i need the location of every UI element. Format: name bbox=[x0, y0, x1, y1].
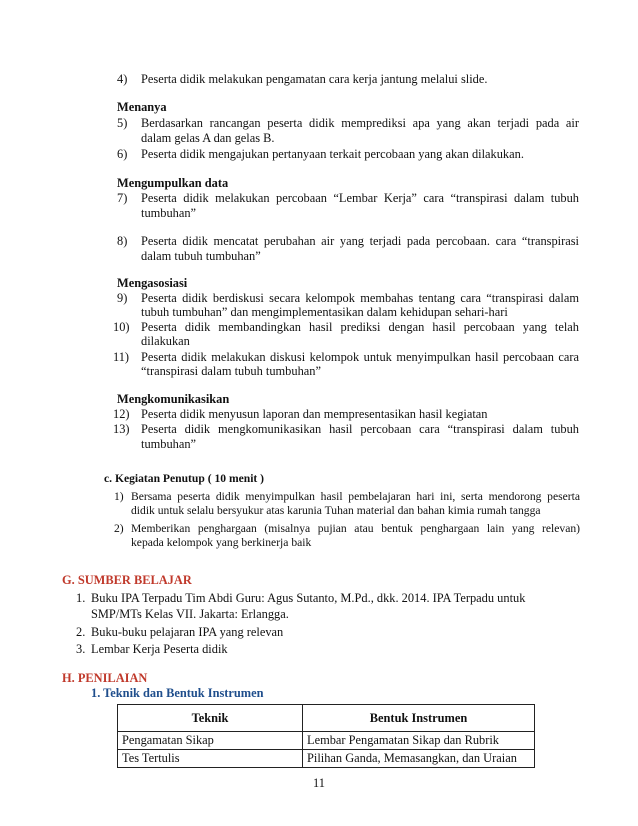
section-heading-penutup: c. Kegiatan Penutup ( 10 menit ) bbox=[104, 472, 265, 485]
column-header: Teknik bbox=[118, 705, 303, 732]
list-number: 2. bbox=[76, 625, 86, 639]
list-item: Buku IPA Terpadu Tim Abdi Guru: Agus Sutanto, M.Pd., dkk. 2014. IPA Terpadu untuk bbox=[91, 591, 526, 605]
section-heading-mengasosiasi: Mengasosiasi bbox=[117, 276, 188, 290]
instrument-table bbox=[117, 704, 535, 768]
list-item: Buku-buku pelajaran IPA yang relevan bbox=[91, 625, 284, 639]
table-cell: Tes Tertulis bbox=[118, 750, 303, 768]
item-number: 5) bbox=[117, 116, 128, 130]
list-number: 1. bbox=[76, 591, 86, 605]
item-number: 8) bbox=[117, 234, 128, 248]
item-number: 11) bbox=[113, 350, 130, 364]
section-heading-menanya: Menanya bbox=[117, 100, 167, 114]
item-text: Peserta didik melakukan percobaan “Lembar Kerja” cara “transpirasi dalam tubuh bbox=[141, 191, 579, 205]
table-header-row bbox=[118, 705, 535, 732]
item-text: Peserta didik mengkomunikasikan hasil percobaan cara “transpirasi dalam tubuh bbox=[141, 422, 579, 436]
subsection-heading: 1. Teknik dan Bentuk Instrumen bbox=[91, 686, 264, 700]
item-text: Berdasarkan rancangan peserta didik memprediksi apa yang akan terjadi pada air bbox=[141, 116, 579, 130]
list-item: Lembar Kerja Peserta didik bbox=[91, 642, 228, 656]
item-text: Peserta didik melakukan pengamatan cara kerja jantung melalui slide. bbox=[141, 72, 488, 86]
item-text: kepada kelompok yang berkinerja baik bbox=[131, 536, 312, 549]
section-heading-sumber-belajar: G. SUMBER BELAJAR bbox=[62, 573, 192, 587]
column-header: Bentuk Instrumen bbox=[303, 705, 535, 732]
table-cell: Pilihan Ganda, Memasangkan, dan Uraian bbox=[303, 750, 535, 768]
list-number: 3. bbox=[76, 642, 86, 656]
item-text: Memberikan penghargaan (misalnya pujian atau bentuk penghargaan lain yang relevan) bbox=[131, 522, 580, 535]
item-text: tumbuhan” bbox=[141, 206, 197, 220]
table-row bbox=[118, 750, 535, 768]
item-text: “transpirasi dalam tubuh tumbuhan” bbox=[141, 364, 321, 378]
item-text: tumbuhan” bbox=[141, 437, 197, 451]
list-item: SMP/MTs Kelas VII. Jakarta: Erlangga. bbox=[91, 607, 289, 621]
item-text: dalam gelas A dan gelas B. bbox=[141, 131, 275, 145]
section-heading-mengkomunikasikan: Mengkomunikasikan bbox=[117, 392, 230, 406]
table-cell: Lembar Pengamatan Sikap dan Rubrik bbox=[303, 732, 535, 750]
item-number: 7) bbox=[117, 191, 128, 205]
item-text: Peserta didik melakukan diskusi kelompok untuk menyimpulkan hasil percobaan cara bbox=[141, 350, 579, 364]
page-number: 11 bbox=[313, 776, 325, 790]
table-row bbox=[118, 732, 535, 750]
item-text: Bersama peserta didik menyimpulkan hasil pembelajaran hari ini, serta mendorong peserta bbox=[131, 490, 580, 503]
item-number: 4) bbox=[117, 72, 128, 86]
section-heading-penilaian: H. PENILAIAN bbox=[62, 671, 148, 685]
item-number: 1) bbox=[114, 490, 124, 503]
item-number: 10) bbox=[113, 320, 130, 334]
item-text: Peserta didik membandingkan hasil prediksi dengan hasil percobaan yang telah bbox=[141, 320, 579, 334]
item-number: 9) bbox=[117, 291, 128, 305]
item-text: didik untuk selalu bersyukur atas karunia Tuhan material dan bahan kimia rumah tangga bbox=[131, 504, 541, 517]
item-text: Peserta didik mencatat perubahan air yang terjadi pada percobaan. cara “transpirasi bbox=[141, 234, 579, 248]
item-text: dalam tubuh tumbuhan” bbox=[141, 249, 261, 263]
item-text: tubuh tumbuhan” dan mengimplementasikan dalam kehidupan sehari-hari bbox=[141, 305, 508, 319]
item-text: dilakukan bbox=[141, 334, 190, 348]
item-number: 12) bbox=[113, 407, 130, 421]
item-number: 13) bbox=[113, 422, 130, 436]
section-heading-mengumpulkan: Mengumpulkan data bbox=[117, 176, 229, 190]
item-text: Peserta didik berdiskusi secara kelompok membahas tentang cara “transpirasi dalam bbox=[141, 291, 579, 305]
item-number: 6) bbox=[117, 147, 128, 161]
item-text: Peserta didik mengajukan pertanyaan terkait percobaan yang akan dilakukan. bbox=[141, 147, 524, 161]
table-cell: Pengamatan Sikap bbox=[118, 732, 303, 750]
item-text: Peserta didik menyusun laporan dan mempresentasikan hasil kegiatan bbox=[141, 407, 488, 421]
item-number: 2) bbox=[114, 522, 124, 535]
